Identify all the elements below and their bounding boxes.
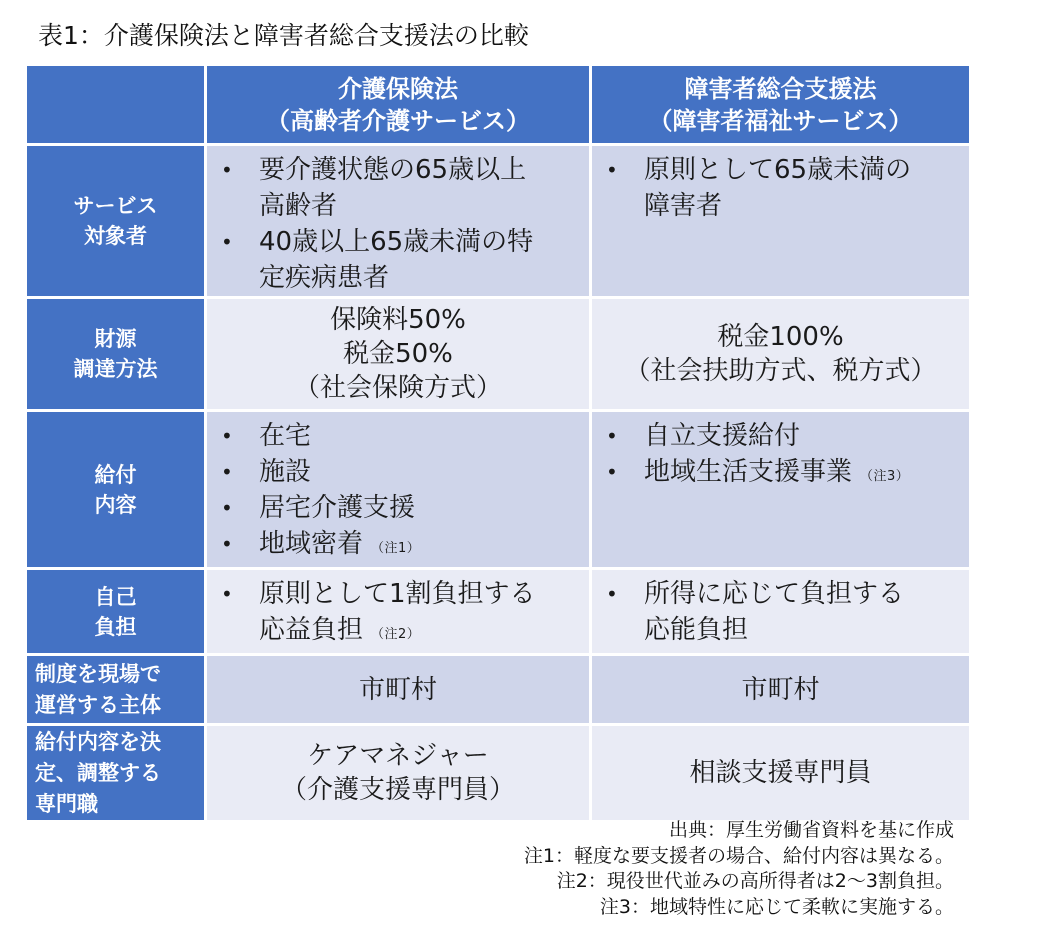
row-label-copay: [26, 569, 206, 655]
footnotes: [524, 818, 954, 920]
header-shogai: [591, 65, 971, 145]
cell-text: 地域密着: [259, 529, 364, 559]
footnote-ref: （注3）: [860, 469, 910, 484]
cell-text: 地域生活支援事業: [644, 457, 853, 487]
bullet-icon: •: [221, 230, 233, 254]
footnote-3: 注3：地域特性に応じて柔軟に実施する。: [599, 895, 954, 918]
row-label-finance: [26, 298, 206, 411]
row-label-line: サービス: [73, 194, 158, 218]
header-row: [26, 65, 971, 145]
cell-kaigo-benefits: [206, 411, 591, 569]
row-label-line: 専門職: [35, 791, 98, 816]
table-title: 表1：介護保険法と障害者総合支援法の比較: [38, 21, 529, 50]
cell-text: 在宅: [259, 421, 312, 451]
cell-text: 応能負担: [644, 615, 749, 645]
footnote-ref: （注2）: [371, 627, 421, 642]
bullet-icon: •: [606, 424, 618, 448]
header-shogai-subtitle: （障害者福祉サービス）: [648, 106, 913, 135]
cell-text: 自立支援給付: [644, 421, 801, 451]
footnote-2: 注2：現役世代並みの高所得者は2～3割負担。: [556, 870, 954, 892]
cell-shogai-copay: [591, 569, 971, 655]
row-label-line: 制度を現場で: [35, 661, 161, 686]
cell-text: 応益負担: [259, 615, 364, 645]
header-kaigo-subtitle: （高齢者介護サービス）: [266, 106, 530, 135]
bullet-icon: •: [221, 158, 233, 182]
cell-kaigo-specialist: [206, 725, 591, 822]
cell-text: 要介護状態の65歳以上: [259, 155, 527, 185]
row-label-line: 給付: [94, 462, 137, 487]
row-label-line: 運営する主体: [35, 692, 161, 717]
row-label-line: 財源: [94, 327, 137, 351]
list-item: [219, 526, 589, 567]
bullet-icon: •: [221, 496, 233, 520]
list-item: [219, 224, 589, 296]
header-kaigo-title: 介護保険法: [338, 74, 458, 103]
list-item: [219, 490, 589, 526]
bullet-icon: •: [606, 158, 618, 182]
list-item: [219, 576, 589, 653]
cell-text: 保険料50%: [330, 305, 466, 335]
footnote-1: 注1：軽度な要支援者の場合、給付内容は異なる。: [523, 844, 954, 867]
list-item: [604, 418, 969, 454]
cell-shogai-finance: [591, 298, 971, 411]
cell-text: 施設: [259, 457, 312, 487]
header-shogai-title: 障害者総合支援法: [684, 74, 877, 103]
cell-text: （社会扶助方式、税方式）: [624, 356, 937, 386]
table-row: [26, 145, 971, 298]
row-label-line: 調達方法: [73, 357, 158, 381]
table-row: [26, 569, 971, 655]
header-kaigo: [206, 65, 591, 145]
row-label-line: 定、調整する: [35, 760, 161, 785]
cell-shogai-operator: 市町村: [591, 655, 971, 725]
cell-text: 原則として1割負担する: [259, 579, 536, 609]
footnote-ref: （注1）: [371, 541, 421, 556]
cell-shogai-benefits: [591, 411, 971, 569]
cell-text: 定疾病患者: [259, 263, 390, 293]
cell-text: （社会保険方式）: [293, 373, 502, 403]
cell-kaigo-target: [206, 145, 591, 298]
table-row: [26, 725, 971, 822]
header-corner: [26, 65, 206, 145]
cell-kaigo-copay: [206, 569, 591, 655]
cell-text-line: [259, 612, 589, 653]
cell-text: 40歳以上65歳未満の特: [259, 227, 534, 257]
cell-text: 高齢者: [259, 191, 338, 221]
list-item: [604, 152, 969, 224]
row-label-target: [26, 145, 206, 298]
bullet-icon: •: [221, 582, 233, 606]
cell-text: 居宅介護支援: [259, 493, 416, 523]
bullet-icon: •: [221, 532, 233, 556]
row-label-line: 自己: [94, 584, 137, 609]
cell-shogai-specialist: 相談支援専門員: [591, 725, 971, 822]
cell-kaigo-finance: [206, 298, 591, 411]
cell-text: 障害者: [644, 191, 723, 221]
cell-text: 税金50%: [343, 339, 453, 369]
bullet-icon: •: [606, 460, 618, 484]
cell-text: 原則として65歳未満の: [644, 155, 912, 185]
cell-kaigo-operator: 市町村: [206, 655, 591, 725]
cell-shogai-target: [591, 145, 971, 298]
row-label-benefits: [26, 411, 206, 569]
cell-text: 所得に応じて負担する: [644, 579, 905, 609]
table-row: [26, 298, 971, 411]
bullet-icon: •: [606, 582, 618, 606]
bullet-icon: •: [221, 424, 233, 448]
list-item: [219, 418, 589, 454]
row-label-line: 対象者: [84, 224, 147, 248]
bullet-icon: •: [221, 460, 233, 484]
list-item: [604, 454, 969, 495]
row-label-line: 内容: [94, 492, 137, 517]
cell-text: 税金100%: [717, 322, 844, 352]
comparison-table: [24, 63, 972, 823]
list-item: [219, 454, 589, 490]
row-label-specialist: [26, 725, 206, 822]
cell-text: （介護支援専門員）: [280, 775, 515, 805]
table-row: [26, 411, 971, 569]
table-row: [26, 655, 971, 725]
list-item: [219, 152, 589, 224]
source-note: 出典：厚生労働省資料を基に作成: [668, 819, 954, 841]
cell-text: ケアマネジャー: [307, 741, 489, 771]
row-label-line: 負担: [94, 614, 137, 639]
row-label-operator: [26, 655, 206, 725]
list-item: [604, 576, 969, 648]
row-label-line: 給付内容を決: [35, 729, 161, 754]
